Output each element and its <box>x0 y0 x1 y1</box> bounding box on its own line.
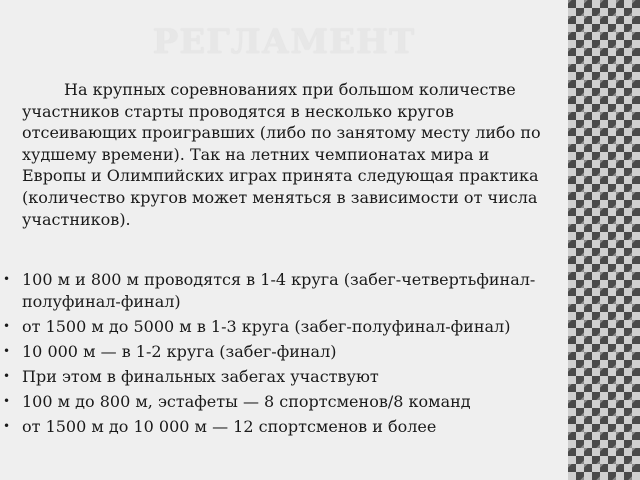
bullet-icon: • <box>3 368 11 383</box>
bullet-list <box>0 269 560 441</box>
intro-paragraph: На крупных соревнованиях при большом количестве участников старты проводятся в несколько кругов отсеивающих проигравших (либо по занятому месту либо по худшему времени). Так на летних чемпионатах мира и Европы и Олимпийских играх принята следующая практика (количество кругов может меняться в зависимости от числа участников). <box>22 80 541 229</box>
bullet-icon: • <box>3 343 11 358</box>
list-item <box>0 341 560 363</box>
slide-title: РЕГЛАМЕНТ <box>152 22 416 62</box>
bullet-text: 100 м до 800 м, эстафеты — 8 спортсменов/8 команд <box>22 391 471 411</box>
list-item <box>0 316 560 338</box>
bullet-text: от 1500 м до 5000 м в 1-3 круга (забег-полуфинал-финал) <box>22 316 511 336</box>
bullet-text: 100 м и 800 м проводятся в 1-4 круга (забег-четвертьфинал-полуфинал-финал) <box>22 270 536 311</box>
bullet-icon: • <box>3 419 11 434</box>
bullet-icon: • <box>3 272 11 286</box>
bullet-icon: • <box>3 393 11 408</box>
list-item <box>0 391 560 413</box>
list-item <box>0 269 560 312</box>
list-item <box>0 366 560 388</box>
bullet-icon: • <box>3 318 11 333</box>
list-item <box>0 416 560 438</box>
bullet-text: от 1500 м до 10 000 м — 12 спортсменов и более <box>22 417 437 437</box>
bullet-text: При этом в финальных забегах участвуют <box>22 366 379 386</box>
bullet-text: 10 000 м — в 1-2 круга (забег-финал) <box>22 341 337 361</box>
decorative-side-pattern <box>568 0 640 480</box>
